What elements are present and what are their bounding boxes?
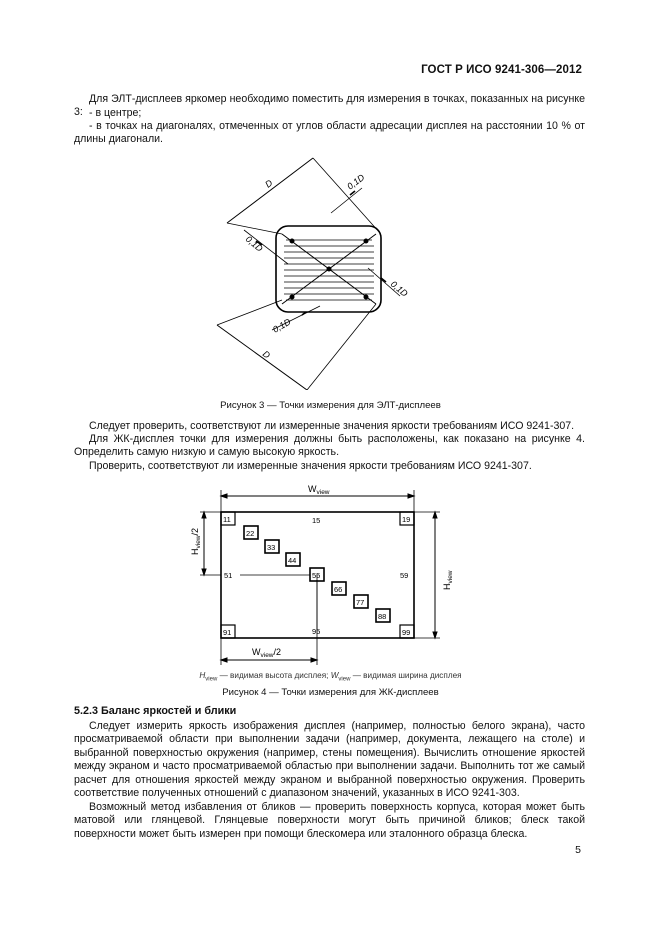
- label-W-view: $W_{view}$: [308, 484, 330, 496]
- crt-point-br: [364, 295, 368, 299]
- bullet-diagonals: - в точках на диагоналях, отмеченных от углов области адресации дисплея на расстоянии 10 % от длины диагонали.: [74, 120, 585, 146]
- lcd-check-paragraph: Проверить, соответствуют ли измеренные значения яркости требованиям ИСО 9241-307.: [89, 460, 532, 472]
- point-55: 55: [312, 571, 321, 580]
- point-22: 22: [246, 529, 255, 538]
- figure4-caption: Рисунок 4 — Точки измерения для ЖК-дисплеев: [222, 687, 439, 698]
- point-59: 59: [400, 571, 409, 580]
- label-H-view: $H_{view}$: [442, 570, 454, 590]
- crt-point-tr: [364, 239, 368, 243]
- label-01D-right: 0,1D: [388, 278, 410, 299]
- point-19: 19: [402, 515, 411, 524]
- point-77: 77: [356, 598, 365, 607]
- point-95: 95: [312, 627, 321, 636]
- label-01D-left: 0,1D: [243, 233, 265, 254]
- label-01D-bottom: 0,1D: [271, 316, 293, 335]
- point-66: 66: [334, 585, 343, 594]
- point-11: 11: [223, 515, 231, 524]
- figure3-caption: Рисунок 3 — Точки измерения для ЭЛТ-дисплеев: [220, 400, 441, 411]
- page-number: 5: [575, 844, 581, 856]
- section-heading: 5.2.3 Баланс яркостей и блики: [74, 705, 237, 717]
- label-01D-top: 0,1D: [345, 172, 367, 192]
- section-paragraph-1: Следует измерить яркость изображения дисплея (например, полностью белого экрана), часто просматриваемой области при выполнении задачи (например, документа, лежащего на столе) и выбранной поверхностью окружения (например, стены помещения). Вычислить отношение яркостей между экраном и часто просматриваемой областью при выполнении задачи. Выполнить тот же самый расчет для отношения яркостей между экраном и выбранной поверхностью окружения. Проверить соответствие полученных отношений с диапазоном значений, указанных в ИСО 9241-303.: [74, 720, 585, 800]
- point-91: 91: [223, 628, 232, 637]
- figure3-crt-diagram: [200, 150, 460, 390]
- crt-check-paragraph: Следует проверить, соответствуют ли измеренные значения яркости требованиям ИСО 9241-307.: [89, 420, 575, 432]
- document-header: ГОСТ Р ИСО 9241-306—2012: [421, 64, 582, 76]
- label-W-view-half: $W_{view}/2$: [252, 647, 282, 659]
- intro-paragraph: Для ЭЛТ-дисплеев яркомер необходимо поместить для измерения в точках, показанных на рисунке 3:: [74, 93, 585, 119]
- point-44: 44: [288, 556, 297, 565]
- point-88: 88: [378, 612, 387, 621]
- figure4-lcd-diagram: [160, 480, 480, 670]
- dim-D-top-line: [227, 158, 313, 223]
- label-D-top: D: [263, 177, 275, 190]
- point-99: 99: [402, 628, 411, 637]
- crt-point-tl: [290, 239, 294, 243]
- label-D-bottom: D: [260, 348, 273, 361]
- figure4-legend: $H_{view}$ — видимая высота дисплея; $W_{view}$ — видимая ширина дисплея: [199, 671, 462, 683]
- label-H-view-half: $H_{view}/2$: [190, 527, 202, 555]
- bullet-center: - в центре;: [89, 107, 142, 119]
- point-33: 33: [267, 543, 276, 552]
- point-51: 51: [224, 571, 233, 580]
- lcd-points-paragraph: Для ЖК-дисплея точки для измерения должны быть расположены, как показано на рисунке 4. Определить самую низкую и самую высокую яркость.: [74, 433, 585, 459]
- crt-point-center: [327, 267, 331, 271]
- section-paragraph-2: Возможный метод избавления от бликов — проверить поверхность корпуса, которая может быть матовой или глянцевой. Глянцевые поверхности могут быть причиной бликов; блеск такой поверхности может быть измерен при помощи блескомера или эталонного образца блеска.: [74, 801, 585, 840]
- point-15: 15: [312, 516, 321, 525]
- crt-point-bl: [290, 295, 294, 299]
